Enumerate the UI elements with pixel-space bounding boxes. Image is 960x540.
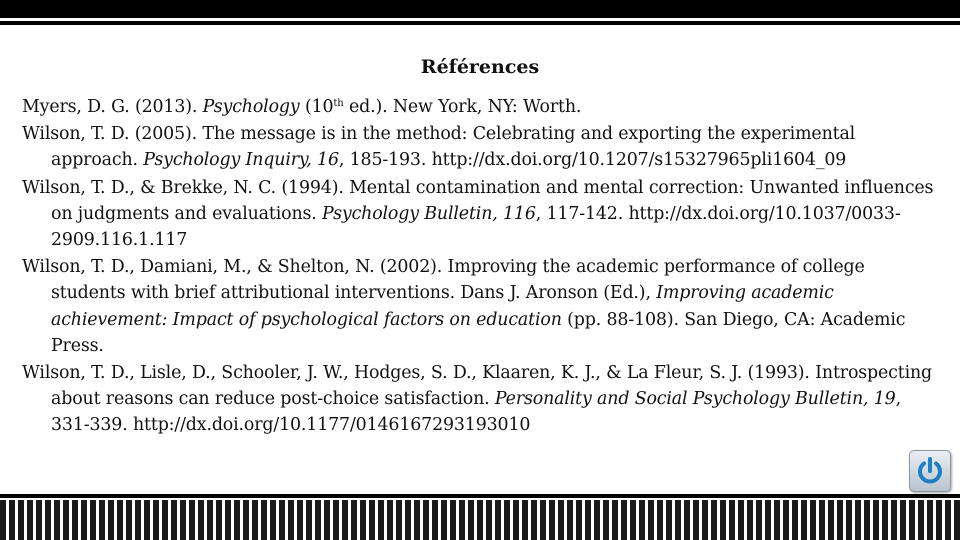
reference-entry (22, 94, 937, 120)
reference-text: , 331-339. http://dx.doi.org/10.1177/0146167293193010 (51, 389, 901, 436)
power-icon (913, 454, 947, 488)
slide-title: Références (420, 56, 540, 78)
reference-text: , 117-142. http://dx.doi.org/10.1037/0033-2909.116.1.117 (51, 203, 901, 251)
bottom-striped-border (0, 500, 960, 540)
top-border-bar (0, 0, 960, 18)
reference-text: ed.). New York, NY: Worth. (343, 97, 582, 117)
reference-list (22, 94, 937, 440)
reference-text: Wilson, T. D., Lisle, D., Schooler, J. W., Hodges, S. D., Klaaren, K. J., & La Fleur, S. J. (1993). Introspecting about reasons can reduce post-choice satisfaction. (22, 363, 933, 410)
reference-text: Wilson, T. D. (2005). The message is in the method: Celebrating and exporting the experimental approach. (22, 124, 856, 171)
reference-text: (10 (299, 97, 334, 117)
reference-text: Wilson, T. D., & Brekke, N. C. (1994). Mental contamination and mental correction: Unwanted influences on judgments and evaluations. (22, 177, 934, 224)
reference-italic-text: Improving academic achievement: Impact of psychological factors on education (51, 283, 834, 330)
reference-text: Wilson, T. D., Damiani, M., & Shelton, N. (2002). Improving the academic performance of college students with brief attributional interventions. Dans J. Aronson (Ed.), (22, 257, 865, 304)
reference-italic-text: Psychology Inquiry, 16 (143, 150, 339, 171)
reference-entry (22, 360, 937, 439)
power-button[interactable] (909, 450, 951, 492)
reference-italic-text: Psychology (202, 97, 300, 117)
top-border-line (0, 21, 960, 25)
bottom-border-line (0, 494, 960, 498)
reference-text: Myers, D. G. (2013). (22, 97, 203, 117)
reference-entry (22, 121, 937, 173)
reference-text: , 185-193. http://dx.doi.org/10.1207/s15327965pli1604_09 (338, 150, 847, 171)
reference-superscript: th (333, 98, 344, 109)
reference-italic-text: Psychology Bulletin, 116 (322, 203, 536, 224)
reference-entry (22, 175, 937, 254)
reference-text: (pp. 88-108). San Diego, CA: Academic Press. (51, 309, 906, 356)
reference-italic-text: Personality and Social Psychology Bulletin, 19 (494, 389, 896, 410)
reference-entry (22, 254, 937, 359)
